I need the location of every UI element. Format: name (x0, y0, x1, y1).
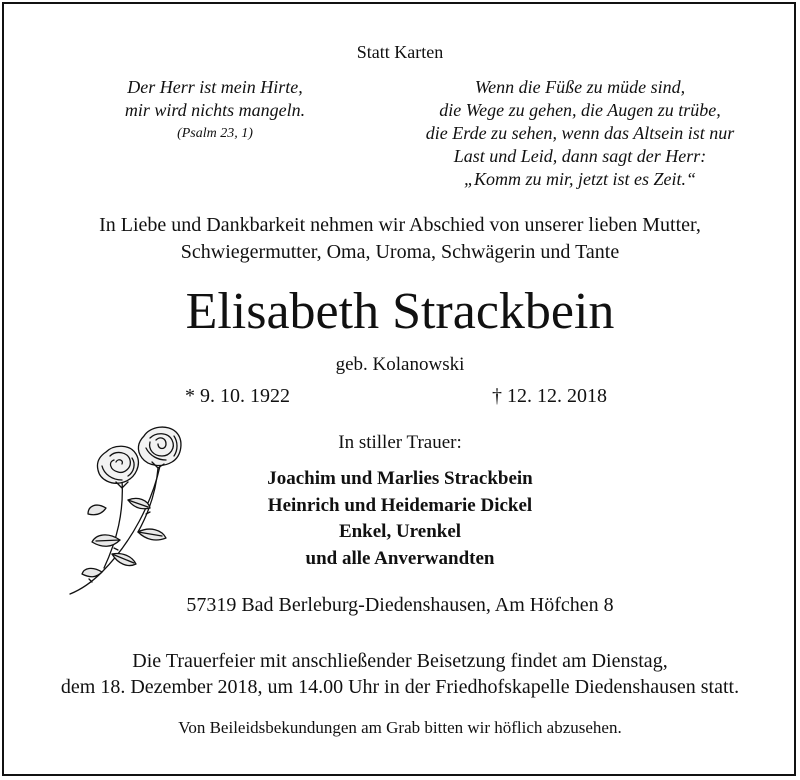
poem-line-2: die Wege zu gehen, die Augen zu trübe, (439, 100, 721, 120)
maiden-name: geb. Kolanowski (335, 354, 465, 375)
mourners-list (0, 466, 800, 572)
funeral-line-2: dem 18. Dezember 2018, um 14.00 Uhr in der Friedhofskapelle Diedenshausen statt. (60, 676, 740, 698)
psalm-source: (Psalm 23, 1) (177, 126, 253, 141)
family-address: 57319 Bad Berleburg-Diedenshausen, Am Höfchen 8 (186, 594, 614, 616)
mourner-line: und alle Anverwandten (305, 547, 495, 569)
deceased-name: Elisabeth Strackbein (185, 283, 615, 340)
poem-line-3: die Erde zu sehen, wenn das Altsein ist nur (425, 123, 735, 143)
intro-line-1: In Liebe und Dankbarkeit nehmen wir Abschied von unserer lieben Mutter, (99, 214, 701, 236)
funeral-line-1: Die Trauerfeier mit anschließender Beisetzung findet am Dienstag, (132, 650, 668, 672)
psalm-verse (60, 76, 370, 145)
mourner-line: Joachim und Marlies Strackbein (267, 468, 533, 489)
psalm-line-2: mir wird nichts mangeln. (124, 100, 306, 120)
intro-line-2: Schwiegermutter, Oma, Uroma, Schwägerin und Tante (180, 241, 620, 263)
poem-line-4: Last und Leid, dann sagt der Herr: (453, 146, 707, 166)
poem-line-5: „Komm zu mir, jetzt ist es Zeit.“ (463, 169, 697, 189)
death-date: † 12. 12. 2018 (492, 385, 607, 407)
poem-line-1: Wenn die Füße zu müde sind, (474, 77, 686, 97)
condolence-note: Von Beileidsbekundungen am Grab bitten wir höflich abzusehen. (178, 718, 622, 737)
birth-date: * 9. 10. 1922 (185, 385, 290, 407)
funeral-info (0, 648, 800, 700)
farewell-intro (0, 212, 800, 266)
poem-verse (390, 76, 770, 191)
mourning-heading: In stiller Trauer: (338, 432, 462, 453)
mourner-line: Heinrich und Heidemarie Dickel (267, 494, 533, 516)
psalm-line-1: Der Herr ist mein Hirte, (127, 77, 303, 97)
mourner-line: Enkel, Urenkel (338, 521, 462, 542)
header-statt-karten: Statt Karten (356, 42, 444, 62)
